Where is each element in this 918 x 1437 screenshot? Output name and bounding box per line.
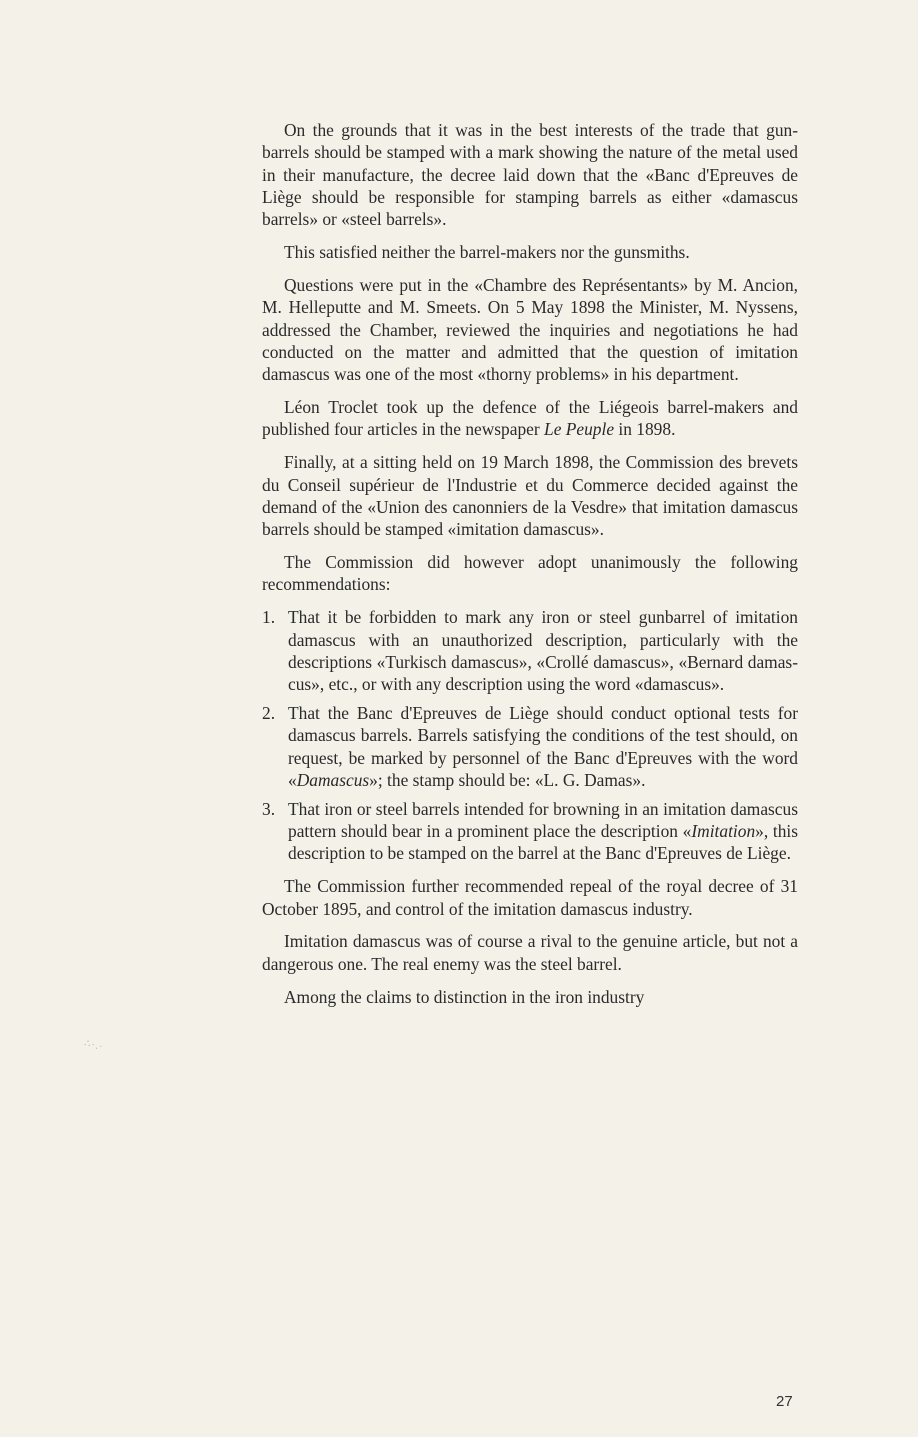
list-item-text: That it be forbidden to mark any iron or steel gunbarrel of imitation damascus with an unauthorized description, particularly with the descriptions «Turkisch damascus», «Crollé damascus», «Bernard damascus», etc., or with any description using the word «damascus». <box>288 607 798 695</box>
list-item-text: That the Banc d'Epreuves de Liège should conduct optional tests for damascus barrels. Barrels satisfying the conditions of the test should, on request, be marked by personnel of the Banc d'Epreuves with the word « <box>288 702 798 790</box>
paragraph-chamber-questions: Questions were put in the «Chambre des Représentants» by M. Ancion, M. Helleputte and M. Smeets. On 5 May 1898 the Minister, M. Nyssens, addressed the Chamber, reviewed the inquiries and negotiations he had conducted on the matter and admitted that the question of imitation damascus was one of the most «thorny problems» in his department. <box>262 274 798 385</box>
list-item-number: 1. <box>262 607 276 628</box>
imitation-stamp-word: Imitation <box>691 821 756 842</box>
troclet-text: Léon Troclet took up the defence of the Liégeois barrel-makers and published four articles in the newspaper <box>262 397 798 440</box>
body-text <box>262 119 798 1019</box>
paragraph-commission-decision: Finally, at a sitting held on 19 March 1898, the Commission des brevets du Conseil supérieur de l'Industrie et du Commerce decided against the demand of the «Union des canonniers de la Vesdre» that imitation damascus barrels should be stamped «imitation damascus». <box>262 452 798 540</box>
paragraph-iron-industry: Among the claims to distinction in the iron industry <box>284 986 645 1007</box>
list-item-text-end: »; the stamp should be: «L. G. Damas». <box>369 769 646 790</box>
list-item-text: That iron or steel barrels intended for browning in an imitation damascus pattern should bear in a prominent place the description « <box>288 798 798 842</box>
list-item-text-end: », this description to be stamped on the barrel at the Banc d'Epreuves de Liège. <box>288 821 798 864</box>
paragraph-repeal: The Commission further recommended repeal of the royal decree of 31 October 1895, and control of the imitation damascus industry. <box>262 876 798 919</box>
newspaper-title: Le Peuple <box>544 419 615 440</box>
recommendations-list <box>262 606 798 864</box>
page-number: 27 <box>776 1393 793 1410</box>
paragraph-troclet <box>262 396 798 441</box>
paragraph-dissatisfaction: This satisfied neither the barrel-makers nor the gunsmiths. <box>284 242 690 263</box>
paragraph-stamping-decree: On the grounds that it was in the best interests of the trade that gun-barrels should be stamped with a mark showing the nature of the metal used in their manufacture, the decree laid down that the «Banc d'Epreuves de Liège should be responsible for stamping barrels as either «damascus barrels» or «steel barrels». <box>262 120 798 230</box>
list-item <box>262 606 798 695</box>
list-item <box>262 702 798 791</box>
list-item-number: 3. <box>262 798 276 819</box>
troclet-year: in 1898. <box>614 419 676 440</box>
damascus-stamp-word: Damascus <box>296 769 370 790</box>
paragraph-rival: Imitation damascus was of course a rival to the genuine article, but not a dangerous one. The real enemy was the steel barrel. <box>262 931 798 974</box>
list-item-number: 2. <box>262 702 276 723</box>
paragraph-recommendations-intro: The Commission did however adopt unanimously the following recommendations: <box>262 552 798 595</box>
page-smudge: ∴·.· <box>83 1038 105 1053</box>
list-item <box>262 798 798 865</box>
